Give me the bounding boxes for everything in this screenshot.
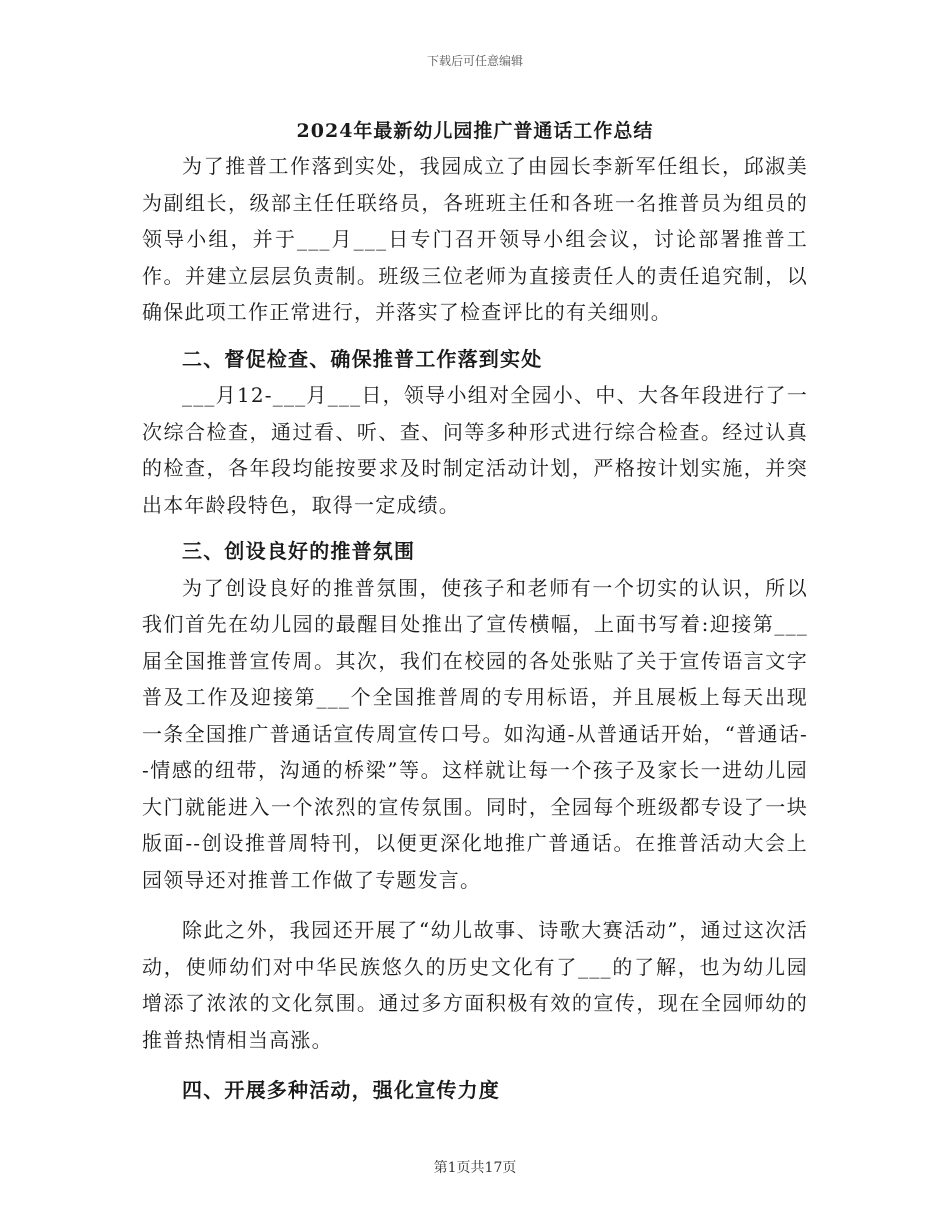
paragraph-leadership-group: 为了推普工作落到实处，我园成立了由园长李新军任组长，邱淑美为副组长，级部主任任联络员，各班班主任和各班一名推普员为组员的领导小组，并于___月___日专门召开领导小组会议，讨论部署推普工作。并建立层层负责制。班级三位老师为直接责任人的责任追究制，以确保此项工作正常进行，并落实了检查评比的有关细则。: [142, 154, 808, 324]
download-note: 下载后可任意编辑: [426, 54, 523, 68]
paragraph-atmosphere: 为了创设良好的推普氛围，使孩子和老师有一个切实的认识，所以我们首先在幼儿园的最醒目处推出了宣传横幅，上面书写着:迎接第___届全国推普宣传周。其次，我们在校园的各处张贴了关于宣传语言文字普及工作及迎接第___个全国推普周的专用标语，并且展板上每天出现一条全国推广普通话宣传周宣传口号。如沟通-从普通话开始，“普通话--情感的纽带，沟通的桥梁”等。这样就让每一个孩子及家长一进幼儿园大门就能进入一个浓烈的宣传氛围。同时，全园每个班级都专设了一块版面--创设推普周特刊，以便更深化地推广普通话。在推普活动大会上园领导还对推普工作做了专题发言。: [142, 575, 808, 892]
section-heading-atmosphere: 三、创设良好的推普氛围: [182, 539, 416, 563]
document-body: [142, 148, 808, 1109]
section-heading-activities: 四、开展多种活动，强化宣传力度: [182, 1078, 500, 1102]
paragraph-activities: 除此之外，我园还开展了“幼儿故事、诗歌大赛活动”，通过这次活动，使师幼们对中华民族悠久的历史文化有了___的了解，也为幼儿园增添了浓浓的文化氛围。通过多方面积极有效的宣传，现在全园师幼的推普热情相当高涨。: [142, 918, 808, 1052]
page-number: 第1页共17页: [433, 1160, 517, 1176]
document-title: 2024年最新幼儿园推广普通话工作总结: [296, 120, 654, 142]
paragraph-inspection: ___月12-___月___日，领导小组对全园小、中、大各年段进行了一次综合检查，通过看、听、查、问等多种形式进行综合检查。经过认真的检查，各年段均能按要求及时制定活动计划，严格按计划实施，并突出本年龄段特色，取得一定成绩。: [142, 383, 808, 517]
section-heading-inspection: 二、督促检查、确保推普工作落到实处: [182, 346, 543, 371]
